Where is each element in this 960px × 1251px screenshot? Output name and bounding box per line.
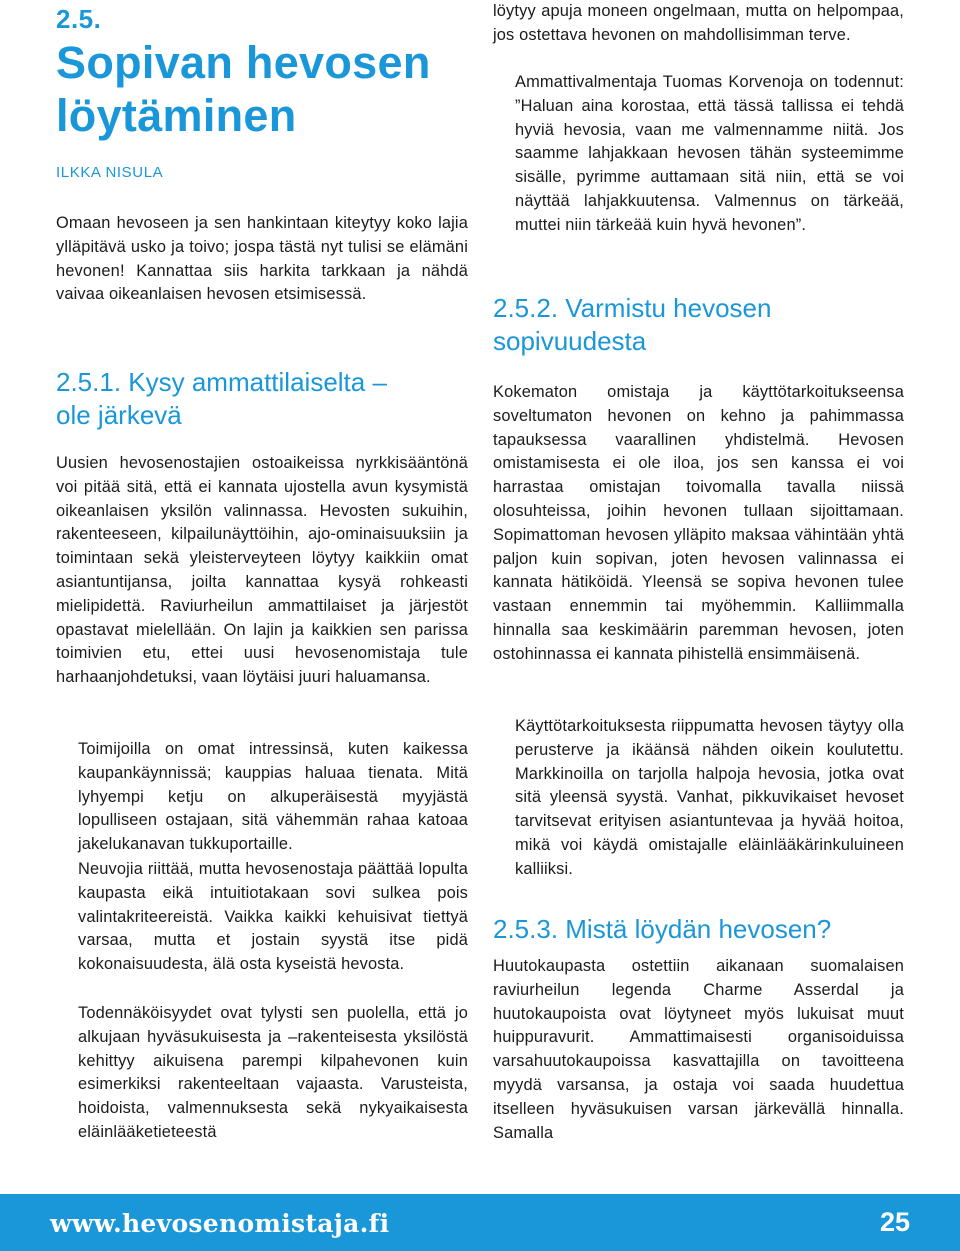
body-paragraph: Uusien hevosenostajien ostoaikeissa nyrkkisääntönä voi pitää sitä, että ei kannata ujostella avun kysymistä oikeanlaisen yksilön valinnassa. Hevosten sukuihin, rakenteeseen, kilpailunäyttöihin, ajo-ominaisuuksiin ja toimintaan sekä yleisterveyteen löytyy kaikkiin omat asiantuntijansa, joilta kannattaa kysyä rohkeasti mielipidettä. Raviurheilun ammattilaiset ja järjestöt opastavat mielellään. On lajin ja kaikkien sen parissa toimivien etu, ettei uusi hevosenomistaja tule harhaanjohdetuksi, vaan löytäisi juuri haluamansa. xyxy=(56,454,468,687)
body-paragraph: Toimijoilla on omat intressinsä, kuten kaikessa kaupankäynnissä; kauppias haluaa tienata. Mitä lyhyempi ketju on alkuperäisestä myyjästä lopulliseen ostajaan, sitä vähemmän rahaa katoaa jakelukanavan tukkuportaille. xyxy=(78,740,468,854)
subheading-2-5-2: 2.5.2. Varmistu hevosen sopivuudesta xyxy=(493,293,772,356)
section-number: 2.5. xyxy=(56,4,102,34)
footer-website-link[interactable]: www.hevosenomistaja.fi xyxy=(50,1209,390,1238)
body-paragraph: Huutokaupasta ostettiin aikanaan suomalaisen raviurheilun legenda Charme Asserdal ja huutokaupoista ovat löytyneet myös lukuisat muut huippuravurit. Ammattimaisesti organisoiduissa varsahuutokaupoissa kasvattajilla on tavoitteena myydä varsansa, ja ostaja voi saada huudettua itselleen hyväsukuisen varsan järkevällä hinnalla. Samalla xyxy=(493,957,904,1142)
subheading-2-5-1: 2.5.1. Kysy ammattilaiselta – ole järkevä xyxy=(56,367,387,430)
intro-paragraph: Omaan hevoseen ja sen hankintaan kiteytyy koko lajia ylläpitävä usko ja toivo; jospa tästä nyt tulisi se elämäni hevonen! Kannattaa siis harkita tarkkaan ja nähdä vaivaa oikeanlaisen hevosen etsimisessä. xyxy=(56,214,468,304)
page-title: Sopivan hevosen löytäminen xyxy=(56,37,431,141)
body-paragraph: Ammattivalmentaja Tuomas Korvenoja on todennut: ”Haluan aina korostaa, että tässä tallissa ei tehdä hyviä hevosia, vaan me valmennamme niitä. Jos saamme lahjakkaan hevosen tähän systeemimme sisälle, pyrimme auttamaan sitä niin, että se voi näyttää lahjakkuutensa. Valmennus on tärkeää, muttei niin tärkeää kuin hyvä hevonen”. xyxy=(515,73,904,234)
body-paragraph: Kokematon omistaja ja käyttötarkoitukseensa soveltumaton hevonen on kehno ja pahimmassa tapauksessa vaarallinen yhdistelmä. Hevosen omistamisesta ei ole iloa, jos sen kanssa ei voi harrastaa omistajan toivomalla tavalla niissä olosuhteissa, joihin hevonen tullaan sijoittamaan. Sopimattoman hevosen ylläpito maksaa vähintään yhtä paljon kuin sopivan, joten hevosen valinnassa ei kannata hätiköidä. Yleensä se sopiva hevonen tulee vastaan ennemmin tai myöhemmin. Kalliimmalla hinnalla saa keskimäärin paremman hevosen, joten ostohinnassa ei kannata pihistellä ensimmäisenä. xyxy=(493,383,904,663)
page-footer xyxy=(0,1194,960,1251)
body-paragraph: Neuvojia riittää, mutta hevosenostaja päättää lopulta kaupasta eikä intuitiotakaan sovi sulkea pois valintakriteereistä. Vaikka kaikki kehuisivat tiettyä varsaa, mutta et jostain syystä itse pidä kokonaisuudesta, älä osta kyseistä hevosta. xyxy=(78,860,468,974)
author-name: ILKKA NISULA xyxy=(56,164,164,181)
subheading-2-5-3: 2.5.3. Mistä löydän hevosen? xyxy=(493,914,832,944)
body-paragraph: Käyttötarkoituksesta riippumatta hevosen täytyy olla perusterve ja ikäänsä nähden oikein koulutettu. Markkinoilla on tarjolla halpoja hevosia, jotka ovat sitä yleensä syystä. Vanhat, pikkuvikaiset hevoset tarvitsevat erityisen asiantuntevaa ja hyvää hoitoa, mikä voi käydä omistajalle eläinlääkärinkuluineen kalliiksi. xyxy=(515,717,904,878)
body-paragraph: löytyy apuja moneen ongelmaan, mutta on helpompaa, jos ostettava hevonen on mahdollisimman terve. xyxy=(493,2,904,44)
body-paragraph: Todennäköisyydet ovat tylysti sen puolella, että jo alkujaan hyväsukuisesta ja –rakenteisesta yksilöstä kehittyy aikuisena parempi kilpahevonen kuin esimerkiksi rakenteeltaan vajaasta. Varusteista, hoidoista, valmennuksesta sekä nykyaikaisesta eläinlääketieteestä xyxy=(78,1004,468,1141)
page-number: 25 xyxy=(879,1207,910,1237)
